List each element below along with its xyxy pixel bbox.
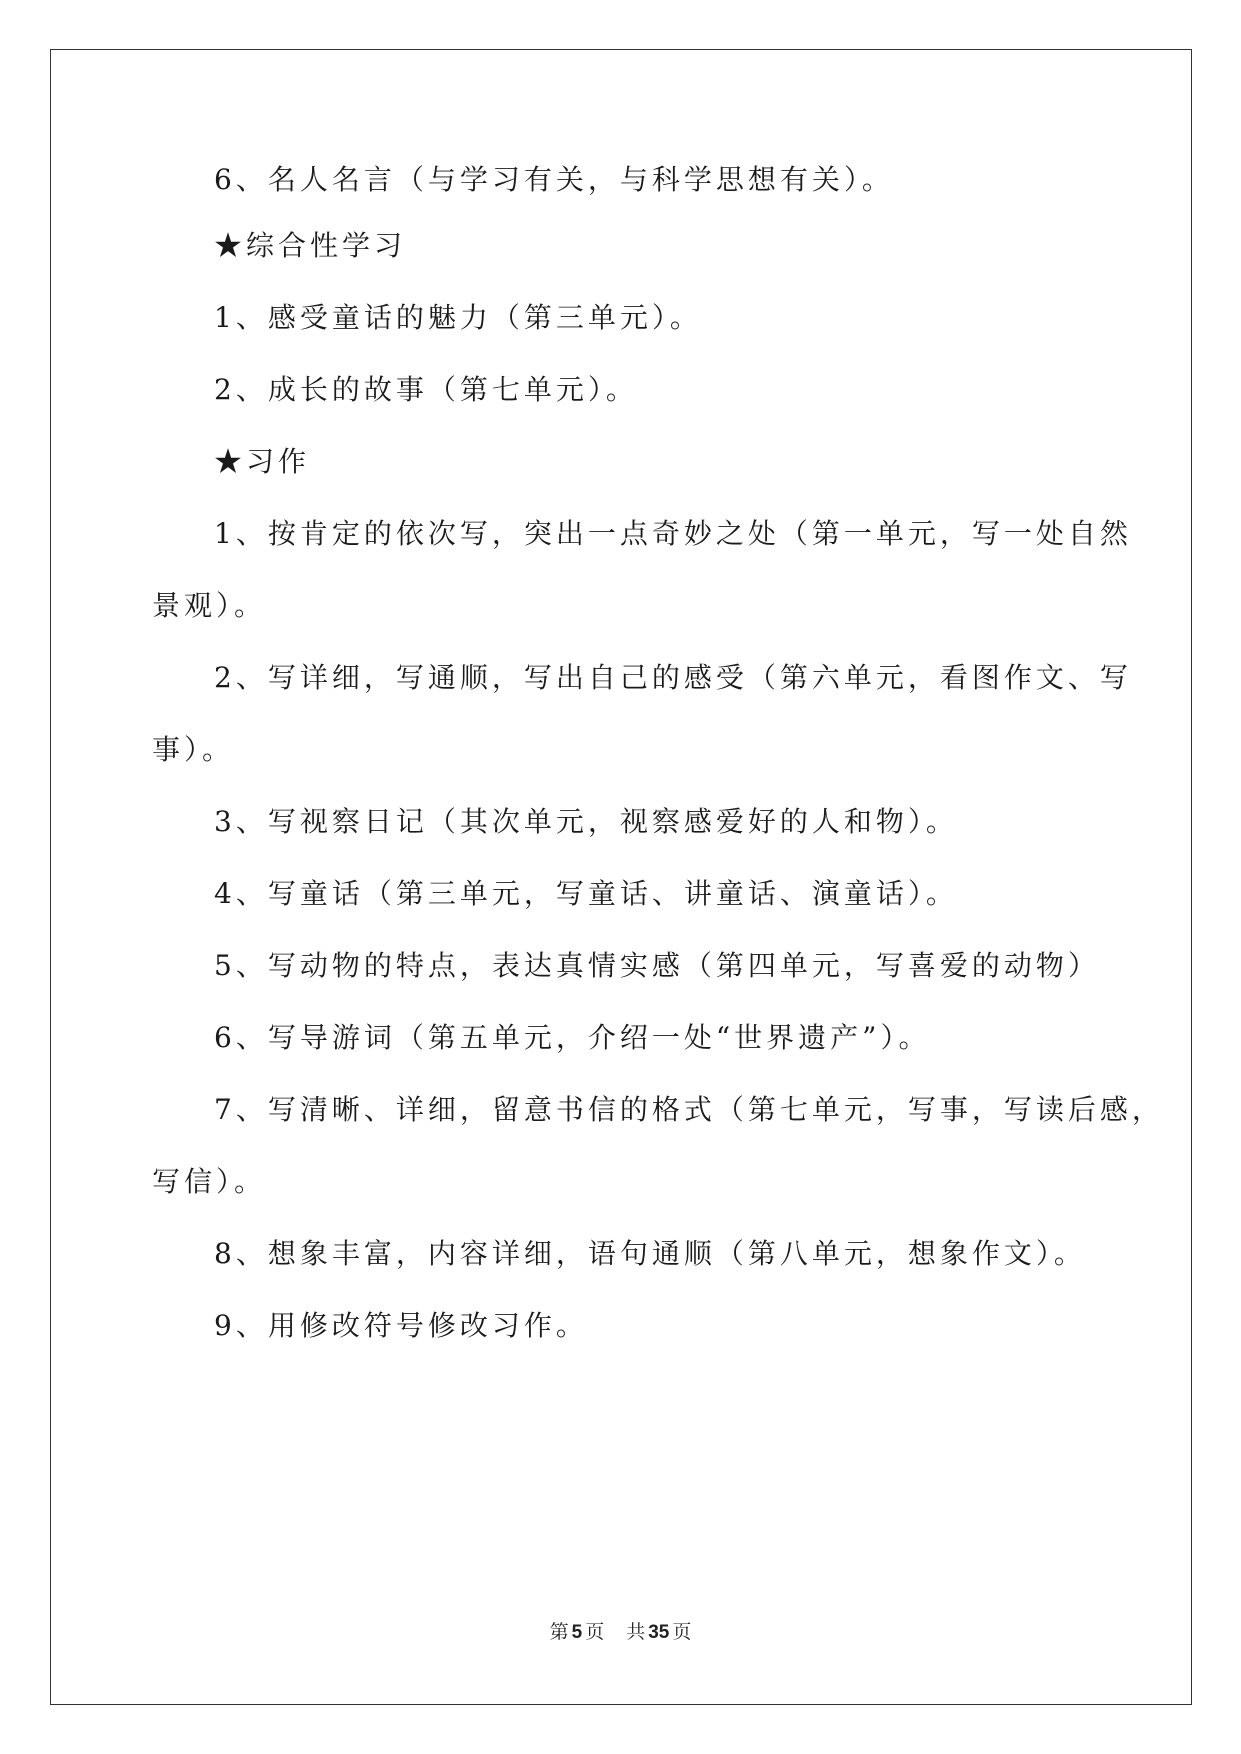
text-line: 5、写动物的特点，表达真情实感（第四单元，写喜爱的动物） <box>214 949 1100 982</box>
footer-page-mid: 页 <box>585 1621 605 1643</box>
section-heading: ★综合性学习 <box>214 229 407 262</box>
text-line: 写信）。 <box>152 1165 267 1198</box>
text-line: 6、写导游词（第五单元，介绍一处“世界遗产”）。 <box>214 1021 931 1054</box>
text-line: 景观）。 <box>152 589 267 622</box>
text-line: 事）。 <box>152 733 235 766</box>
footer-total-prefix: 共 <box>626 1621 646 1643</box>
text-line: 8、想象丰富，内容详细，语句通顺（第八单元，想象作文）。 <box>214 1237 1086 1270</box>
text-line: 1、感受童话的魅力（第三单元）。 <box>214 301 702 334</box>
text-line: 9、用修改符号修改习作。 <box>214 1309 588 1342</box>
footer-page-current: 5 <box>571 1622 583 1643</box>
text-line: 6、名人名言（与学习有关，与科学思想有关）。 <box>214 163 894 196</box>
text-line: 4、写童话（第三单元，写童话、讲童话、演童话）。 <box>214 877 958 910</box>
text-line: 2、成长的故事（第七单元）。 <box>214 373 638 406</box>
footer-total-suffix: 页 <box>672 1621 692 1643</box>
text-line: 3、写视察日记（其次单元，视察感爱好的人和物）。 <box>214 805 958 838</box>
text-line: 7、写清晰、详细，留意书信的格式（第七单元，写事，写读后感， <box>214 1093 1164 1126</box>
text-line: 1、按肯定的依次写，突出一点奇妙之处（第一单元，写一处自然 <box>214 517 1132 550</box>
section-heading: ★习作 <box>214 445 311 478</box>
footer-page-total: 35 <box>648 1622 670 1643</box>
text-line: 2、写详细，写通顺，写出自己的感受（第六单元，看图作文、写 <box>214 661 1132 694</box>
footer-page-prefix: 第 <box>549 1621 569 1643</box>
page-footer <box>0 1617 1241 1644</box>
